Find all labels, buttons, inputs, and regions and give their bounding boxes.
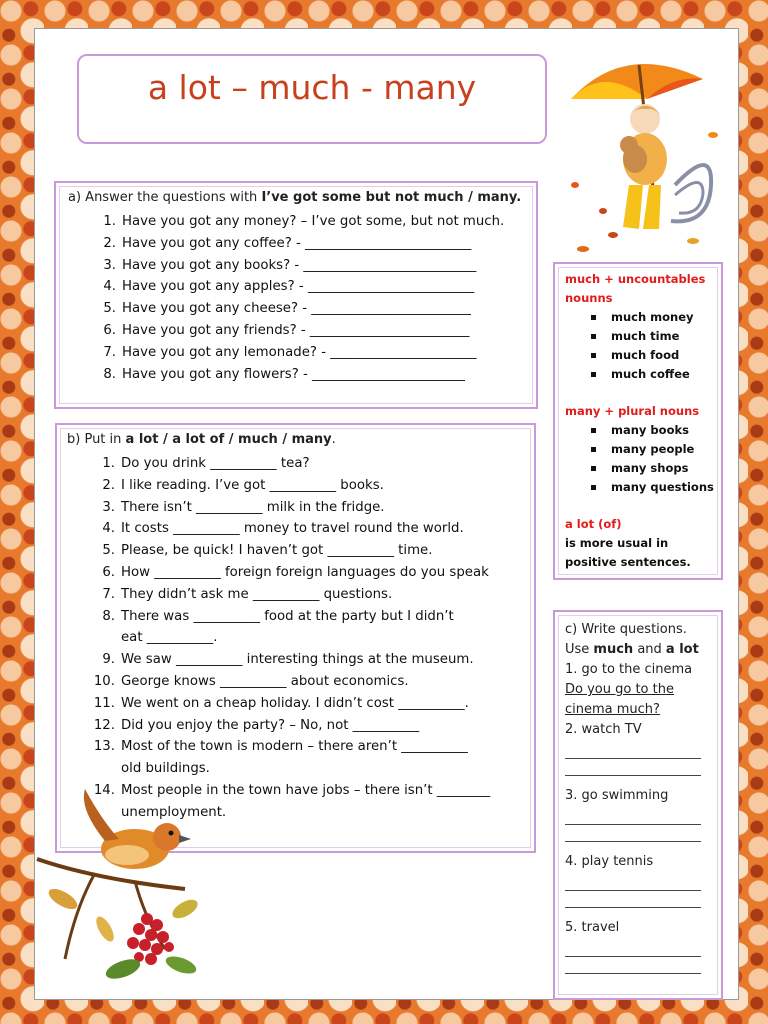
item-text: Most people in the town have jobs – there isn’t ________ (121, 782, 491, 798)
question-item (68, 276, 504, 298)
item-number: 5. (102, 543, 115, 559)
list-item (565, 365, 715, 384)
item-text: eat __________. (121, 630, 218, 646)
question-item (68, 342, 504, 364)
gap-fill-item (67, 584, 490, 606)
bullet-icon (591, 372, 596, 377)
many-rule-heading: many + plural nouns (565, 404, 700, 418)
item-text: They didn’t ask me __________ questions. (121, 586, 393, 602)
instruction-suffix: . (331, 432, 336, 447)
bullet-icon (591, 315, 596, 320)
item-text: I like reading. I’ve got __________ books. (121, 477, 384, 493)
bullet-icon (591, 428, 596, 433)
item-number: 7. (102, 586, 115, 602)
much-rule-heading: much + uncountables (565, 272, 706, 286)
example-text: many books (611, 423, 689, 437)
girl-umbrella-illustration (563, 35, 733, 259)
item-number: 1. (102, 456, 115, 471)
grammar-rules-box (553, 262, 723, 580)
section-a-list (68, 211, 504, 385)
page-title: a lot – much - many (147, 68, 477, 107)
item-text: There isn’t __________ milk in the fridge. (121, 499, 385, 515)
bird-branch-illustration (35, 769, 225, 999)
gap-fill-item (67, 518, 490, 540)
item-text: Have you got any flowers? - _______________________ (122, 366, 465, 382)
alot-rule-heading: a lot (of) (565, 517, 622, 531)
gap-fill-item (67, 475, 490, 497)
many-examples-list (565, 421, 715, 497)
answer-line[interactable] (565, 907, 701, 908)
item-text: George knows __________ about economics. (121, 673, 409, 689)
item-text: Have you got any friends? - ________________________ (122, 322, 470, 338)
item-text: Have you got any cheese? - ________________________ (122, 301, 471, 317)
item-number: 10. (93, 673, 115, 689)
alot-rule-note-2: positive sentences. (565, 555, 691, 569)
item-text: We went on a cheap holiday. I didn’t cost __________. (121, 695, 469, 711)
gap-fill-item (67, 453, 490, 475)
instruction-text: and (633, 642, 666, 657)
item-number: 2. (102, 477, 115, 493)
instruction-text: b) Put in (67, 432, 126, 447)
item-text: Please, be quick! I haven’t got __________ time. (121, 543, 433, 559)
gap-fill-item (67, 671, 490, 693)
instruction-text: a) Answer the questions with (68, 190, 262, 205)
list-item (565, 459, 715, 478)
gap-fill-item-continued (67, 627, 490, 649)
gap-fill-item (67, 540, 490, 562)
gap-fill-item (67, 649, 490, 671)
section-c-instruction: c) Write questions. (565, 622, 687, 637)
item-text: Have you got any lemonade? - ______________________ (122, 344, 477, 360)
much-rule-heading-2: nounns (565, 291, 613, 305)
question-item (68, 255, 504, 277)
example-text: much food (611, 348, 680, 362)
instruction-bold-text: much (593, 642, 634, 657)
answer-line[interactable] (565, 758, 701, 759)
item-text: Have you got any books? - __________________________ (122, 257, 477, 273)
item-text: Did you enjoy the party? – No, not __________ (121, 717, 420, 733)
item-number: 7. (103, 344, 116, 360)
bullet-icon (591, 466, 596, 471)
example-answer-2: cinema much? (565, 702, 660, 717)
list-item (565, 308, 715, 327)
section-b-list (67, 453, 490, 824)
list-item (565, 346, 715, 365)
example-answer: Do you go to the (565, 682, 674, 697)
item-text: How __________ foreign foreign languages do you speak (121, 564, 489, 580)
item-number: 11. (93, 695, 115, 711)
item-text: Have you got any money? – I’ve got some, but not much. (122, 214, 505, 229)
question-item (68, 211, 504, 233)
title-box (77, 54, 547, 144)
gap-fill-item (67, 693, 490, 715)
example-text: much money (611, 310, 694, 324)
section-c-content (565, 620, 715, 974)
item-text: It costs __________ money to travel round the world. (121, 521, 464, 537)
gap-fill-item (67, 497, 490, 519)
item-number: 13. (93, 739, 115, 755)
answer-line[interactable] (565, 890, 701, 891)
item-number: 8. (103, 366, 116, 382)
list-item (565, 327, 715, 346)
item-text: old buildings. (121, 761, 210, 777)
item-number: 1. (103, 214, 116, 229)
gap-fill-item (67, 562, 490, 584)
list-item (565, 440, 715, 459)
item-number: 3. (102, 499, 115, 515)
prompt-item: 4. play tennis (565, 854, 654, 869)
item-text: There was __________ food at the party but I didn’t (121, 608, 454, 624)
example-text: many shops (611, 461, 689, 475)
bullet-icon (591, 334, 596, 339)
instruction-bold-text: a lot / a lot of / much / many (125, 432, 332, 447)
answer-line[interactable] (565, 973, 701, 974)
gap-fill-item (67, 736, 490, 758)
item-number: 12. (93, 717, 115, 733)
rules-content (565, 270, 715, 572)
item-number: 2. (103, 235, 116, 251)
example-text: many questions (611, 480, 714, 494)
worksheet-page (34, 28, 739, 1000)
answer-line[interactable] (565, 956, 701, 957)
question-item (68, 320, 504, 342)
item-text: unemployment. (121, 804, 227, 820)
section-c-instruction-2 (565, 640, 715, 660)
item-number: 6. (102, 564, 115, 580)
instruction-bold-text: I’ve got some but not much / many. (261, 190, 522, 205)
bullet-icon (591, 353, 596, 358)
much-examples-list (565, 308, 715, 384)
gap-fill-item (67, 715, 490, 737)
bullet-icon (591, 485, 596, 490)
prompt-item: 5. travel (565, 920, 620, 935)
section-a-instruction (68, 189, 521, 207)
item-number: 3. (103, 257, 116, 273)
instruction-bold-text: a lot (665, 642, 699, 657)
alot-rule-note: is more usual in (565, 536, 669, 550)
prompt-item: 2. watch TV (565, 722, 642, 737)
section-b-instruction (67, 431, 336, 449)
item-number: 14. (93, 782, 115, 798)
list-item (565, 421, 715, 440)
question-item (68, 233, 504, 255)
example-text: many people (611, 442, 695, 456)
item-number: 4. (102, 521, 115, 537)
item-text: Have you got any apples? - _________________________ (122, 279, 475, 295)
instruction-text: Use (565, 642, 594, 657)
item-number: 6. (103, 322, 116, 338)
question-item (68, 298, 504, 320)
example-text: much coffee (611, 367, 690, 381)
bullet-icon (591, 447, 596, 452)
example-text: much time (611, 329, 680, 343)
item-number: 5. (103, 301, 116, 317)
prompt-item: 3. go swimming (565, 788, 669, 803)
list-item (565, 478, 715, 497)
item-number: 8. (102, 608, 115, 624)
answer-line[interactable] (565, 841, 701, 842)
item-text: Have you got any coffee? - _________________________ (122, 235, 472, 251)
answer-line[interactable] (565, 775, 701, 776)
item-text: Most of the town is modern – there aren’t __________ (121, 739, 468, 755)
item-text: We saw __________ interesting things at the museum. (121, 652, 474, 668)
gap-fill-item (67, 606, 490, 628)
question-item (68, 364, 504, 386)
item-number: 4. (103, 279, 116, 295)
prompt-item: 1. go to the cinema (565, 662, 693, 677)
answer-line[interactable] (565, 824, 701, 825)
item-text: Do you drink __________ tea? (121, 456, 310, 471)
section-c-box (553, 610, 723, 1000)
section-a-box (54, 181, 538, 409)
item-number: 9. (102, 652, 115, 668)
